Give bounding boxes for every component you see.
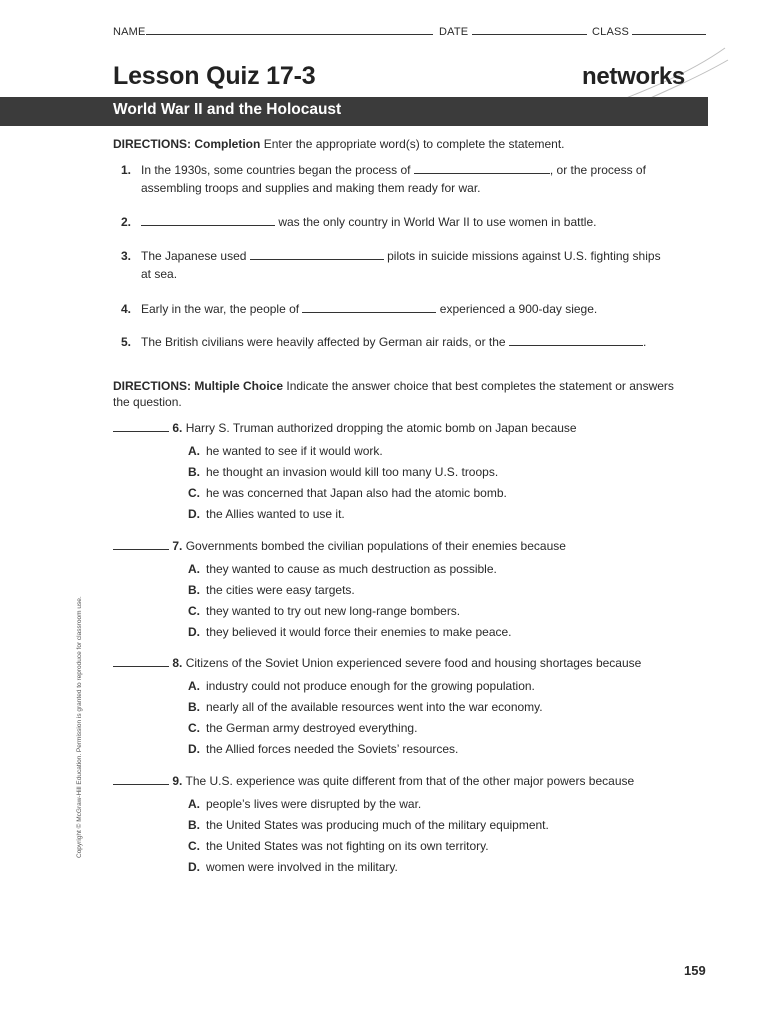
item-text-before: Early in the war, the people of [141, 302, 300, 316]
option-7d[interactable] [188, 624, 512, 640]
option-letter: A. [188, 444, 200, 458]
option-text: the Allied forces needed the Soviets’ resources. [206, 742, 459, 756]
directions-label: DIRECTIONS: [113, 379, 191, 393]
answer-blank[interactable] [302, 301, 436, 313]
answer-blank[interactable] [414, 162, 550, 174]
page-number: 159 [684, 963, 706, 978]
item-number: 5. [121, 335, 132, 349]
option-9b[interactable] [188, 817, 549, 833]
option-text: nearly all of the available resources went into the war economy. [206, 700, 543, 714]
option-text: the German army destroyed everything. [206, 721, 418, 735]
mc-question-6 [113, 419, 713, 437]
question-text: The U.S. experience was quite different from that of the other major powers because [185, 774, 635, 788]
date-field[interactable] [439, 26, 587, 38]
item-text-after: was the only country in World War II to use women in battle. [278, 215, 597, 229]
option-7a[interactable] [188, 561, 497, 577]
option-6a[interactable] [188, 443, 383, 459]
name-line [146, 33, 433, 35]
name-field[interactable] [113, 26, 433, 38]
item-text-before: In the 1930s, some countries began the process of [141, 163, 411, 177]
completion-item-4 [121, 300, 701, 318]
option-9a[interactable] [188, 796, 421, 812]
subtitle-bar [0, 97, 708, 126]
answer-blank[interactable] [250, 248, 384, 260]
option-letter: C. [188, 839, 200, 853]
answer-blank[interactable] [141, 214, 275, 226]
class-line [632, 33, 706, 35]
option-text: he wanted to see if it would work. [206, 444, 383, 458]
question-text: Harry S. Truman authorized dropping the atomic bomb on Japan because [185, 421, 577, 435]
mc-question-9 [113, 772, 713, 790]
option-letter: B. [188, 818, 200, 832]
option-text: the United States was not fighting on its own territory. [206, 839, 489, 853]
completion-item-1 [121, 161, 701, 197]
option-8b[interactable] [188, 699, 543, 715]
option-letter: A. [188, 562, 200, 576]
question-number: 7. [172, 539, 183, 553]
option-text: people’s lives were disrupted by the war. [206, 797, 422, 811]
option-letter: D. [188, 860, 200, 874]
option-text: the Allies wanted to use it. [206, 507, 345, 521]
item-text-line2: assembling troops and supplies and making them ready for war. [141, 181, 481, 195]
item-text-after: . [642, 335, 647, 349]
networks-logo: networks [582, 63, 685, 90]
option-letter: B. [188, 583, 200, 597]
option-text: he was concerned that Japan also had the atomic bomb. [206, 486, 507, 500]
option-letter: C. [188, 721, 200, 735]
answer-line[interactable] [113, 538, 169, 550]
option-letter: C. [188, 604, 200, 618]
option-text: the United States was producing much of the military equipment. [206, 818, 549, 832]
option-text: industry could not produce enough for the growing population. [206, 679, 535, 693]
completion-item-2 [121, 213, 701, 231]
option-letter: A. [188, 679, 200, 693]
question-text: Governments bombed the civilian populations of their enemies because [185, 539, 566, 553]
class-label: CLASS [592, 26, 630, 38]
date-line [472, 33, 587, 35]
directions-text-line2: the question. [113, 395, 182, 409]
option-text: he thought an invasion would kill too many U.S. troops. [206, 465, 499, 479]
directions-type: Completion [194, 137, 261, 151]
completion-item-3 [121, 247, 701, 283]
option-letter: D. [188, 625, 200, 639]
completion-directions [113, 136, 713, 152]
question-text: Citizens of the Soviet Union experienced severe food and housing shortages because [185, 656, 642, 670]
option-text: they wanted to try out new long-range bombers. [206, 604, 461, 618]
answer-line[interactable] [113, 655, 169, 667]
question-number: 6. [172, 421, 183, 435]
completion-item-5 [121, 333, 701, 351]
option-letter: A. [188, 797, 200, 811]
page-subtitle: World War II and the Holocaust [113, 101, 342, 118]
option-9d[interactable] [188, 859, 398, 875]
option-6b[interactable] [188, 464, 498, 480]
option-text: the cities were easy targets. [206, 583, 355, 597]
item-number: 3. [121, 249, 132, 263]
directions-text: Indicate the answer choice that best completes the statement or answers [286, 379, 674, 393]
question-number: 8. [172, 656, 183, 670]
option-8d[interactable] [188, 741, 458, 757]
answer-blank[interactable] [509, 334, 643, 346]
option-letter: B. [188, 465, 200, 479]
option-8c[interactable] [188, 720, 417, 736]
class-field[interactable] [592, 26, 706, 38]
option-7c[interactable] [188, 603, 460, 619]
option-text: they believed it would force their enemies to make peace. [206, 625, 512, 639]
directions-label: DIRECTIONS: [113, 137, 191, 151]
option-text: women were involved in the military. [206, 860, 398, 874]
option-letter: B. [188, 700, 200, 714]
name-label: NAME [113, 26, 146, 38]
date-label: DATE [439, 26, 469, 38]
item-text-line2: at sea. [141, 267, 178, 281]
page-title: Lesson Quiz 17-3 [113, 62, 316, 90]
option-8a[interactable] [188, 678, 535, 694]
item-number: 1. [121, 163, 132, 177]
item-text-before: The British civilians were heavily affected by German air raids, or the [141, 335, 506, 349]
mc-directions [113, 378, 713, 410]
option-letter: D. [188, 507, 200, 521]
mc-question-8 [113, 654, 713, 672]
mc-question-7 [113, 537, 713, 555]
item-text-after: experienced a 900-day siege. [439, 302, 598, 316]
option-9c[interactable] [188, 838, 489, 854]
directions-type: Multiple Choice [194, 379, 284, 393]
option-6c[interactable] [188, 485, 507, 501]
question-number: 9. [172, 774, 183, 788]
answer-line[interactable] [113, 420, 169, 432]
item-text-after: pilots in suicide missions against U.S. fighting ships [387, 249, 661, 263]
option-letter: C. [188, 486, 200, 500]
option-7b[interactable] [188, 582, 355, 598]
option-6d[interactable] [188, 506, 345, 522]
item-text-after: , or the process of [549, 163, 646, 177]
option-letter: D. [188, 742, 200, 756]
option-text: they wanted to cause as much destruction as possible. [206, 562, 497, 576]
item-text-before: The Japanese used [141, 249, 247, 263]
answer-line[interactable] [113, 773, 169, 785]
item-number: 4. [121, 302, 132, 316]
item-number: 2. [121, 215, 132, 229]
copyright-notice: Copyright © McGraw-Hill Education. Permission is granted to reproduce for classroom use. [76, 596, 83, 858]
directions-text: Enter the appropriate word(s) to complete the statement. [263, 137, 565, 151]
